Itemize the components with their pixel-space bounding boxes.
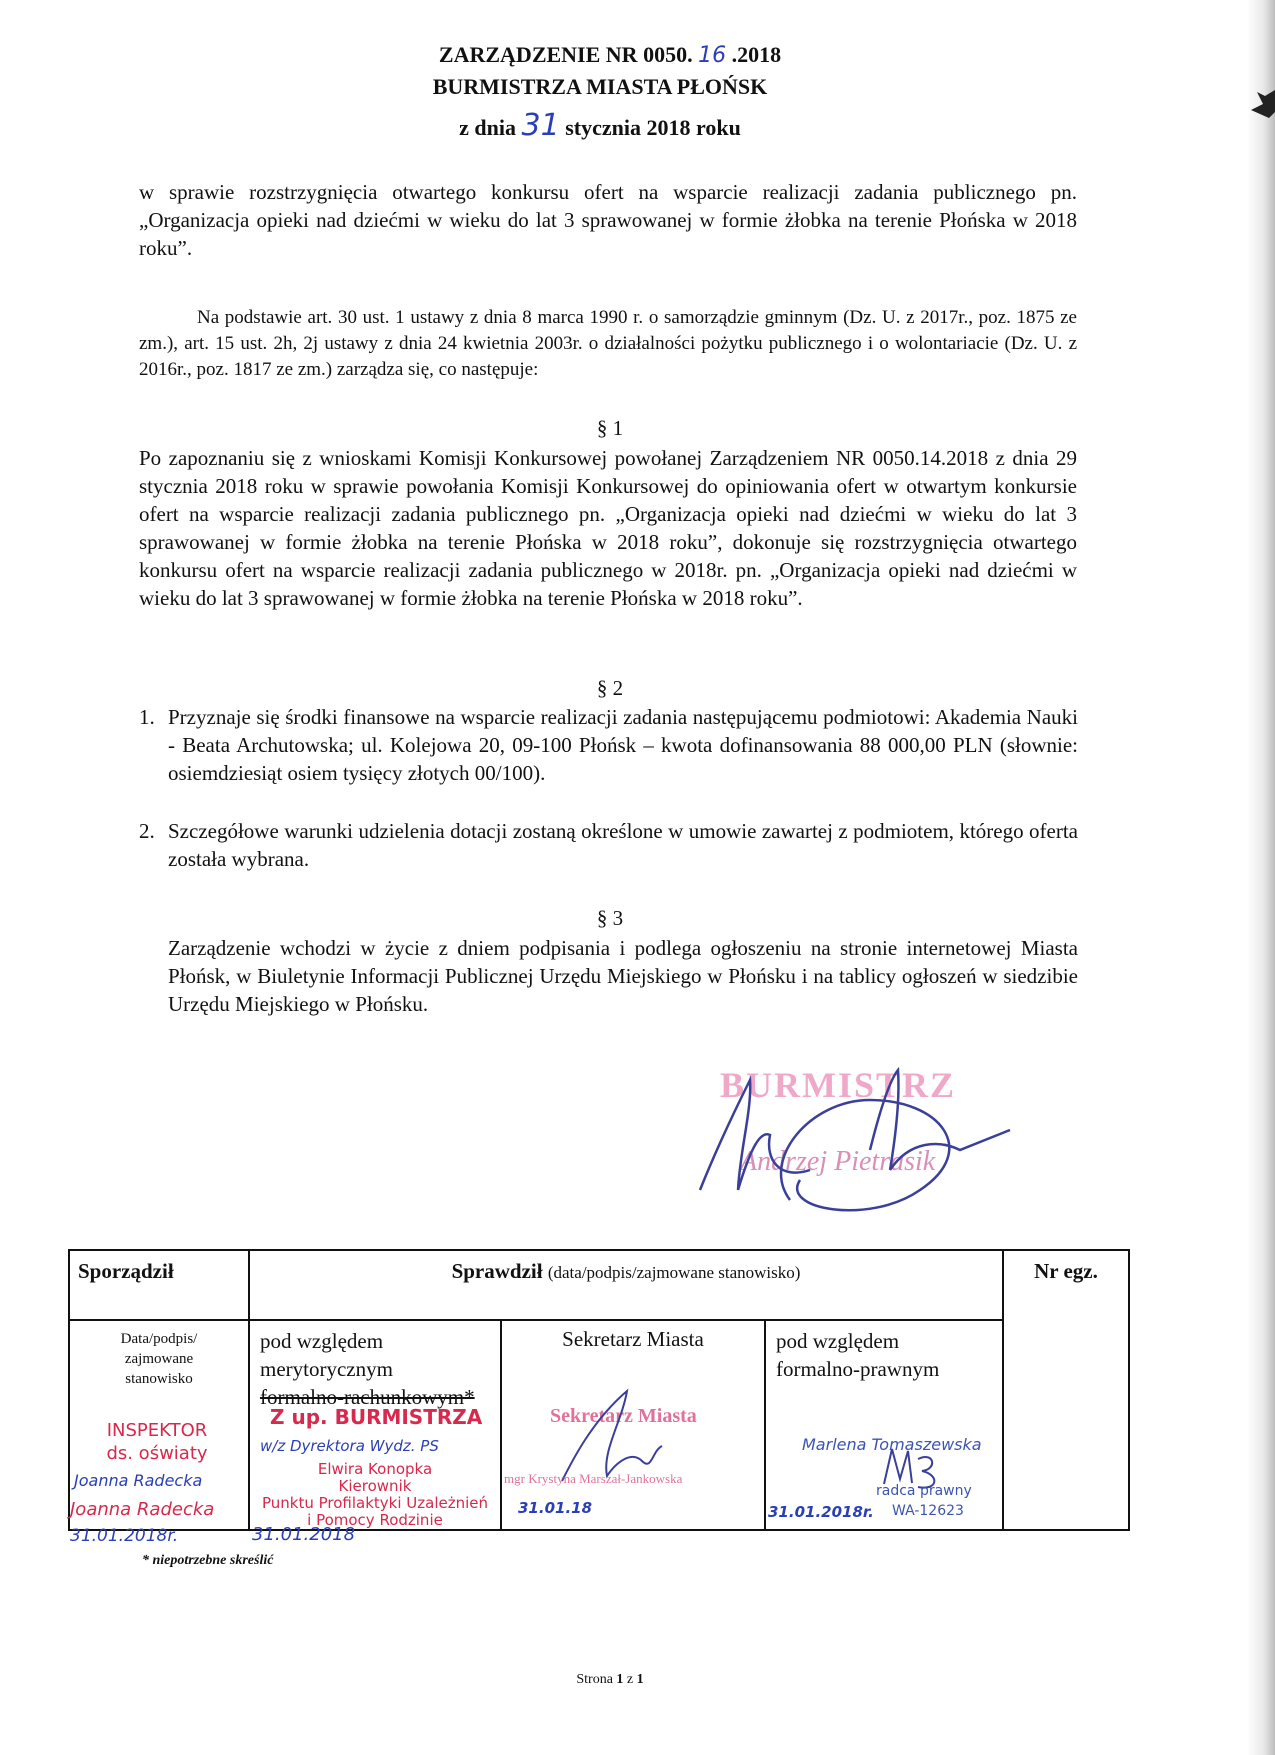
prepared-by-cell: [69, 1320, 249, 1530]
secretary-stamp: Sekretarz Miasta: [550, 1405, 697, 1427]
handwritten-number: 16: [698, 43, 727, 68]
item-number: 2.: [139, 819, 155, 843]
subject-paragraph: w sprawie rozstrzygnięcia otwartego konkursu ofert na wsparcie realizacji zadania publicznego pn. „Organizacja opieki nad dziećmi w wieku do lat 3 sprawowanej w formie żłobka na terenie Płońska w 2018 roku”.: [139, 180, 1077, 260]
footnote: * niepotrzebne skreślić: [142, 1553, 274, 1568]
deputy-line: Punktu Profilaktyki Uzależnień: [261, 1494, 489, 1512]
lawyer-date: 31.01.2018r.: [768, 1503, 874, 1521]
mayor-signature-block: [680, 1040, 1060, 1220]
legal-line: formalno-prawnym: [776, 1357, 940, 1381]
header-checked-by: [249, 1250, 1003, 1320]
inspector-signature: Joanna Radecka: [74, 1471, 203, 1490]
deputy-line: i Pomocy Rodzinie: [307, 1511, 443, 1529]
date-suffix: stycznia 2018 roku: [565, 115, 741, 140]
document-date-line: [280, 108, 920, 143]
scan-edge-shadow: [1247, 0, 1275, 1755]
deputy-line: Kierownik: [338, 1477, 412, 1495]
lawyer-name: Marlena Tomaszewska: [802, 1435, 982, 1454]
legal-basis-text: Na podstawie art. 30 ust. 1 ustawy z dnia 8 marca 1990 r. o samorządzie gminnym (Dz. U. z 2017r., poz. 1875 ze zm.), art. 15 ust. 2h, 2j ustawy z dnia 24 kwietnia 2003r. o działalności pożytku publicznego i o wolontariacie (Dz. U. z 2016r., poz. 1817 ze zm.) zarządza się, co następuje:: [139, 307, 1077, 380]
item-text: Szczegółowe warunki udzielenia dotacji zostaną określone w umowie zawartej z podmiotem, którego oferta została wybrana.: [168, 819, 1078, 871]
date-prefix: z dnia: [459, 115, 517, 140]
approval-table: [68, 1249, 1130, 1531]
row-label: [70, 1321, 248, 1389]
merit-line: pod względem: [260, 1329, 384, 1353]
mayor-stamp-name: Andrzej Pietrasik: [740, 1146, 936, 1177]
merit-check-cell: [249, 1320, 501, 1530]
page-total: 1: [636, 1672, 644, 1687]
scan-corner-mark: [1235, 0, 1275, 150]
page-label: Strona: [576, 1672, 613, 1687]
merit-text: [250, 1321, 500, 1411]
secretary-date: 31.01.18: [518, 1499, 593, 1517]
header-copy-number: Nr egz.: [1003, 1250, 1129, 1530]
inspector-name-stamp: Joanna Radecka: [70, 1499, 215, 1520]
legal-line: pod względem: [776, 1329, 900, 1353]
secretary-cell: [501, 1320, 765, 1530]
deputy-handwritten-note: w/z Dyrektora Wydz. PS: [260, 1437, 439, 1455]
row-label-line: Data/podpis/: [120, 1331, 198, 1347]
page-sep: z: [626, 1672, 634, 1687]
merit-line: merytorycznym: [260, 1357, 393, 1381]
document-title-line1: [290, 42, 930, 68]
header-prepared-by: Sporządził: [69, 1250, 249, 1320]
section-2-item: [139, 817, 1079, 877]
lawyer-number: WA-12623: [892, 1503, 964, 1519]
checked-by-label: Sprawdził: [451, 1259, 543, 1283]
document-title-line2: BURMISTRZA MIASTA PŁOŃSK: [432, 74, 768, 99]
handwritten-date-right: 31.01.2018: [252, 1524, 356, 1545]
deputy-name-stamp: [250, 1461, 500, 1529]
page-current: 1: [616, 1672, 624, 1687]
legal-check-cell: [765, 1320, 1003, 1530]
legal-basis-paragraph: [139, 305, 1077, 383]
section-2-title: § 2: [596, 676, 624, 700]
deputy-line: Elwira Konopka: [317, 1460, 433, 1478]
lawyer-title: radca prawny: [876, 1483, 972, 1499]
secretary-header: Sekretarz Miasta: [562, 1327, 704, 1351]
inspector-stamp-line: INSPEKTOR: [106, 1420, 208, 1441]
section-1-title: § 1: [596, 416, 624, 440]
merit-strikethrough-line: formalno-rachunkowym*: [260, 1385, 475, 1409]
section-2-item: [139, 703, 1079, 793]
section-3-title: § 3: [596, 906, 624, 930]
secretary-name: mgr Krystyna Marszał-Jankowska: [504, 1471, 683, 1486]
title-prefix: ZARZĄDZENIE NR 0050.: [438, 42, 693, 67]
handwritten-date-left: 31.01.2018r.: [70, 1526, 179, 1546]
row-label-line: stanowisko: [125, 1371, 193, 1387]
title-suffix: .2018: [731, 42, 782, 67]
item-text: Przyznaje się środki finansowe na wsparcie realizacji zadania następującemu podmiotowi: Akademia Nauki - Beata Archutowska; ul. Kolejowa 20, 09-100 Płońsk – kwota dofinansowania 88 000,00 PLN (słownie: osiemdziesiąt osiem tysięcy złotych 00/100).: [168, 705, 1078, 785]
section-3-text: Zarządzenie wchodzi w życie z dniem podpisania i podlega ogłoszeniu na stronie internetowej Miasta Płońsk, w Biuletynie Informacji Publicznej Urzędu Miejskiego w Płońsku i na tablicy ogłoszeń w siedzibie Urzędu Miejskiego w Płońsku.: [168, 936, 1078, 1016]
section-1-text: Po zapoznaniu się z wnioskami Komisji Konkursowej powołanej Zarządzeniem NR 0050.14.2018 z dnia 29 stycznia 2018 roku w sprawie powołania Komisji Konkursowej do opiniowania ofert w otwartym konkursie ofert na wsparcie realizacji zadania publicznego pn. „Organizacja opieki nad dziećmi w wieku do lat 3 sprawowanej w formie żłobka na terenie Płońska w 2018 roku”, dokonuje się rozstrzygnięcia otwartego konkursu ofert na wsparcie realizacji zadania publicznego w 2018r. pn. „Organizacja opieki nad dziećmi w wieku do lat 3 sprawowanej w formie żłobka na terenie Płońska w 2018 roku”.: [139, 446, 1077, 610]
handwritten-day: 31: [521, 108, 560, 143]
mayor-stamp-title: BURMISTRZ: [720, 1065, 957, 1105]
legal-text: [766, 1321, 1002, 1383]
inspector-stamp-line: ds. oświaty: [106, 1443, 208, 1464]
inspector-stamp: [92, 1419, 222, 1465]
checked-by-note: (data/podpis/zajmowane stanowisko): [547, 1263, 801, 1282]
item-number: 1.: [139, 705, 155, 729]
deputy-stamp: Z up. BURMISTRZA: [270, 1405, 483, 1429]
row-label-line: zajmowane: [124, 1351, 194, 1367]
mayor-signature-image: [680, 1040, 1060, 1220]
page-number: [0, 1672, 1220, 1688]
